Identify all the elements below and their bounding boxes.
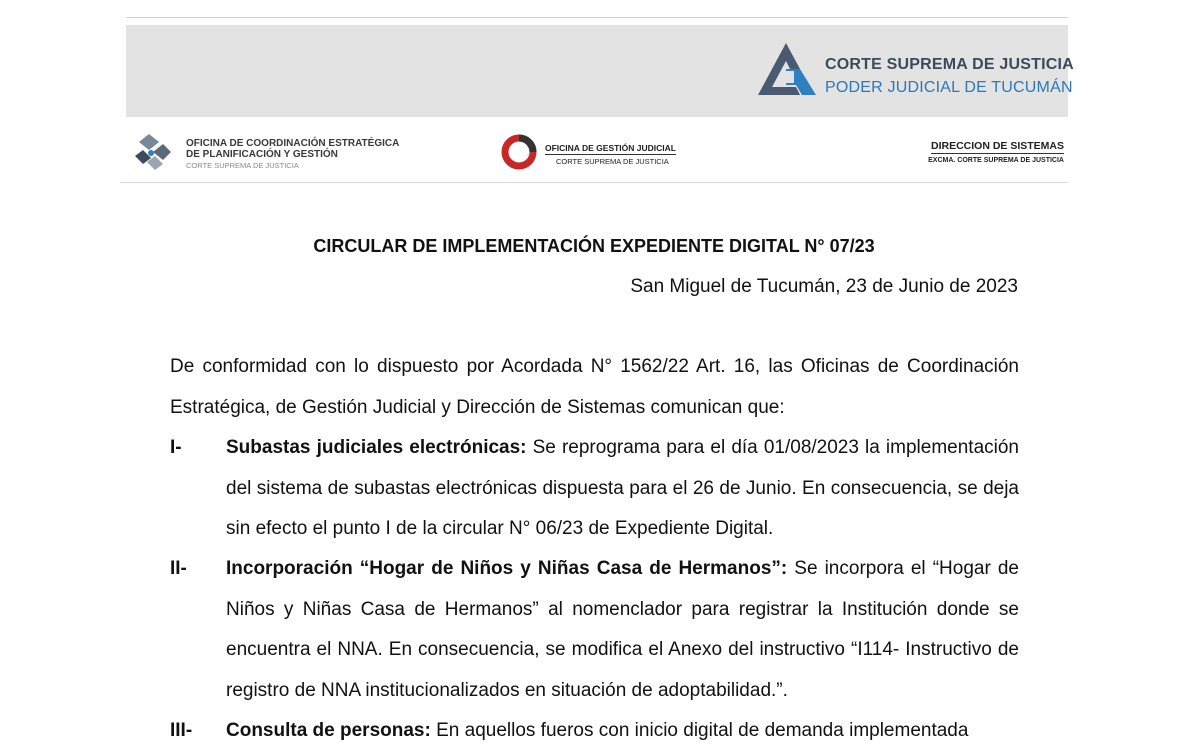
item-body [226,428,1019,550]
item-body [226,711,1019,752]
item-heading: Consulta de personas: [226,720,431,741]
planning-office-line2: DE PLANIFICACIÓN Y GESTIÓN [186,149,338,160]
document-date: San Miguel de Tucumán, 23 de Junio de 2023 [630,276,1018,297]
header-top-rule [126,17,1068,18]
document-title: CIRCULAR DE IMPLEMENTACIÓN EXPEDIENTE DIGITAL N° 07/23 [313,236,875,256]
systems-office-subtitle: EXCMA. CORTE SUPREMA DE JUSTICIA [928,157,1064,164]
planning-office-subtitle: CORTE SUPREMA DE JUSTICIA [186,161,299,170]
item-text: En aquellos fueros con inicio digital de demanda implementada [430,720,969,741]
court-name: CORTE SUPREMA DE JUSTICIA [825,56,1074,73]
planning-office-logo-icon [131,132,173,172]
court-logo-icon [756,41,820,97]
intro-paragraph: De conformidad con lo dispuesto por Acordada N° 1562/22 Art. 16, las Oficinas de Coordinación Estratégica, de Gestión Judicial y Dirección de Sistemas comunican que: [170,356,1019,418]
judicial-office-subtitle: CORTE SUPREMA DE JUSTICIA [556,157,669,166]
header-bottom-rule [120,182,1068,183]
court-subtitle: PODER JUDICIAL DE TUCUMÁN [825,79,1073,96]
item-number: I- [170,437,182,458]
systems-office-name: DIRECCION DE SISTEMAS [930,140,1064,152]
planning-office-line1: OFICINA DE COORDINACIÓN ESTRATÉGICA [186,138,400,149]
judicial-office-logo-icon [500,133,538,171]
planning-office-name [186,138,399,160]
item-number: III- [170,720,193,741]
item-heading: Subastas judiciales electrónicas: [226,437,527,458]
judicial-office-name: OFICINA DE GESTIÓN JUDICIAL [545,143,676,153]
item-body [226,549,1019,711]
item-text: Se reprograma para el día 01/08/2023 la implementación del sistema de subastas electrónicas dispuesta para el 26 de Junio. En consecuencia, se deja sin efecto el punto I de la circular N° 06/23 de Expediente Digital. [226,437,1019,539]
item-text: Se incorpora el “Hogar de Niños y Niñas Casa de Hermanos” al nomenclador para registrar la Institución donde se encuentra el NNA. En consecuencia, se modifica el Anexo del instructivo “I114- Instructivo de registro de NNA institucionalizados en situación de adoptabilidad.”. [226,558,1019,701]
item-number: II- [170,558,187,579]
item-heading: Incorporación “Hogar de Niños y Niñas Casa de Hermanos”: [226,558,788,579]
